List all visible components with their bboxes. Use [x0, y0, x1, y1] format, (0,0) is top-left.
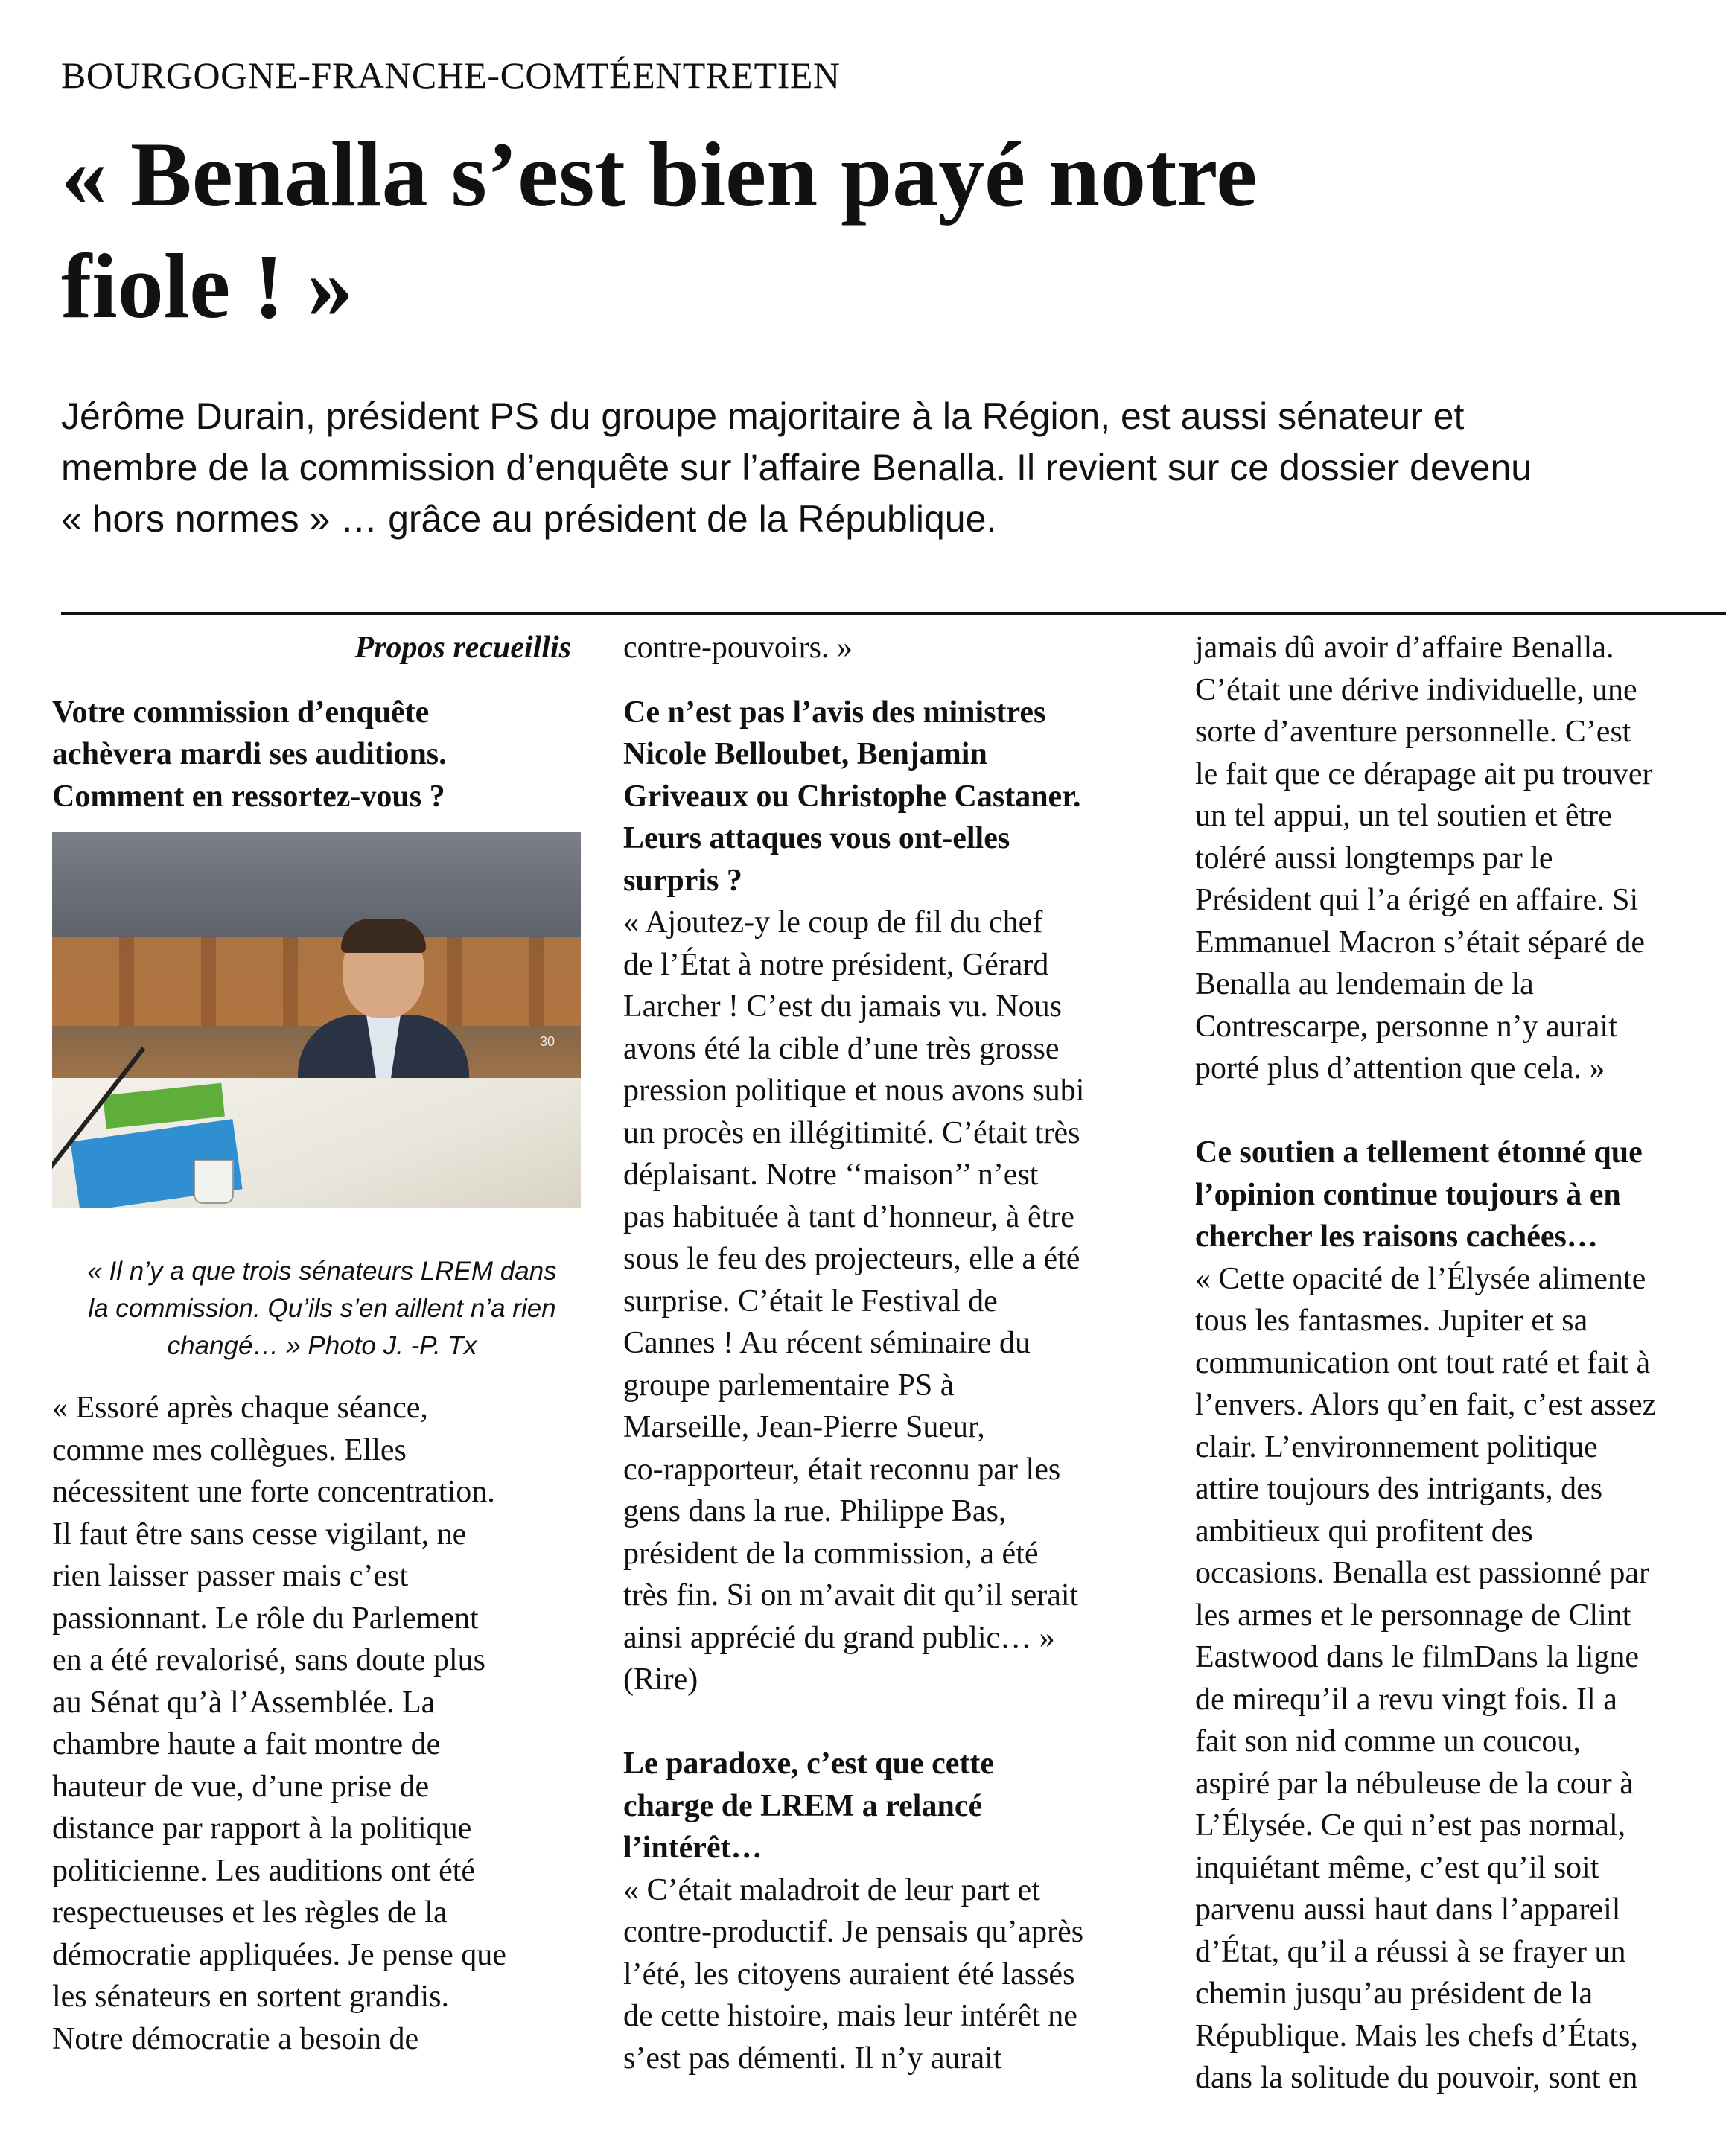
text-line: co-rapporteur, était reconnu par les [623, 1452, 1061, 1487]
text-line: jamais dû avoir d’affaire Benalla. [1195, 631, 1614, 665]
text-line: sorte d’aventure personnelle. C’est [1195, 715, 1631, 749]
article-photo [52, 832, 581, 1208]
text-line: chercher les raisons cachées… [1195, 1219, 1598, 1254]
answer-block [623, 902, 1152, 1701]
text-line: Marseille, Jean-Pierre Sueur, [623, 1410, 985, 1444]
section-kicker: BOURGOGNE-FRANCHE-COMTÉENTRETIEN [61, 54, 841, 96]
answer-block [1195, 1258, 1716, 2099]
text-line: un tel appui, un tel soutien et être [1195, 799, 1612, 833]
text-line: gens dans la rue. Philippe Bas, [623, 1494, 1007, 1528]
text-line: pression politique et nous avons subi [623, 1074, 1085, 1108]
photo-seat-number: 30 [540, 1034, 555, 1049]
byline: Propos recueillis [354, 631, 571, 665]
text-line: les armes et le personnage de Clint [1195, 1598, 1631, 1633]
text-line: Ce soutien a tellement étonné que [1195, 1135, 1643, 1170]
text-line: Notre démocratie a besoin de [52, 2021, 419, 2056]
text-line: Président qui l’a érigé en affaire. Si [1195, 883, 1639, 917]
question-block [623, 692, 1152, 902]
text-line: de cette histoire, mais leur intérêt ne [623, 1999, 1077, 2033]
text-line: politicienne. Les auditions ont été [52, 1853, 476, 1888]
text-line: Eastwood dans le filmDans la ligne [1195, 1640, 1640, 1674]
text-line: « Essoré après chaque séance, [52, 1391, 428, 1425]
text-line: de l’État à notre président, Gérard [623, 947, 1049, 982]
text-line: ambitieux qui profitent des [1195, 1514, 1533, 1549]
text-line: contre-pouvoirs. » [623, 631, 853, 665]
text-line: occasions. Benalla est passionné par [1195, 1556, 1649, 1590]
text-line: distance par rapport à la politique [52, 1811, 472, 1846]
text-line: un procès en illégitimité. C’était très [623, 1115, 1080, 1150]
text-line: Emmanuel Macron s’était séparé de [1195, 925, 1646, 960]
text-line: les sénateurs en sortent grandis. [52, 1980, 450, 2014]
text-line: toléré aussi longtemps par le [1195, 841, 1553, 876]
text-line: République. Mais les chefs d’États, [1195, 2018, 1638, 2053]
answer-block [52, 1387, 592, 2060]
text-line: « C’était maladroit de leur part et [623, 1872, 1040, 1907]
text-line: « Cette opacité de l’Élysée alimente [1195, 1261, 1646, 1296]
text-line: Ce n’est pas l’avis des ministres [623, 695, 1046, 730]
standfirst-line: membre de la commission d’enquête sur l’affaire Benalla. Il revient sur ce dossier devenu [61, 447, 1532, 488]
headline [61, 119, 1625, 342]
text-line: la commission. Qu’ils s’en aillent n’a rien [88, 1294, 556, 1323]
text-line: Cannes ! Au récent séminaire du [623, 1326, 1031, 1360]
text-line: l’été, les citoyens auraient été lassés [623, 1956, 1075, 1991]
text-line: fait son nid comme un coucou, [1195, 1724, 1581, 1758]
text-line: respectueuses et les règles de la [52, 1895, 448, 1930]
text-line: l’opinion continue toujours à en [1195, 1177, 1621, 1212]
question-block [52, 692, 592, 818]
text-line: attire toujours des intrigants, des [1195, 1472, 1603, 1506]
text-line: nécessitent une forte concentration. [52, 1475, 495, 1509]
answer-block [623, 1869, 1152, 2080]
text-line: communication ont tout raté et fait à [1195, 1345, 1651, 1380]
text-line: en a été revalorisé, sans doute plus [52, 1643, 485, 1677]
text-line: au Sénat qu’à l’Assemblée. La [52, 1685, 436, 1720]
text-line: changé… » Photo J. -P. Tx [167, 1331, 477, 1360]
text-line: dans la solitude du pouvoir, sont en [1195, 2061, 1638, 2095]
text-line: Nicole Belloubet, Benjamin [623, 737, 987, 771]
question-block [623, 1743, 1152, 1869]
text-line: Contrescarpe, personne n’y aurait [1195, 1009, 1617, 1044]
text-line: Leurs attaques vous ont-elles [623, 821, 1010, 855]
text-line: Benalla au lendemain de la [1195, 967, 1534, 1001]
question-block [1195, 1132, 1716, 1258]
text-line: Votre commission d’enquête [52, 695, 430, 730]
text-line: aspiré par la nébuleuse de la cour à [1195, 1766, 1634, 1801]
divider-rule [61, 612, 1726, 615]
text-line: hauteur de vue, d’une prise de [52, 1769, 430, 1804]
text-line: rien laisser passer mais c’est [52, 1559, 409, 1593]
text-line: pas habituée à tant d’honneur, à être [623, 1199, 1074, 1234]
text-line: (Rire) [623, 1662, 698, 1697]
text-line: l’intérêt… [623, 1831, 762, 1865]
text-line: L’Élysée. Ce qui n’est pas normal, [1195, 1808, 1626, 1843]
article-column-1 [52, 627, 592, 2060]
standfirst [61, 391, 1699, 545]
text-line: avons été la cible d’une très grosse [623, 1031, 1060, 1066]
headline-line: fiole ! » [61, 235, 354, 337]
text-line: de mirequ’il a revu vingt fois. Il a [1195, 1682, 1617, 1717]
text-line: porté plus d’attention que cela. » [1195, 1051, 1605, 1085]
text-line: clair. L’environnement politique [1195, 1429, 1598, 1464]
text-line: surpris ? [623, 863, 742, 898]
text-line: C’était une dérive individuelle, une [1195, 672, 1637, 707]
text-line: charge de LREM a relancé [623, 1788, 983, 1823]
text-line: président de la commission, a été [623, 1536, 1039, 1571]
answer-block [1195, 627, 1716, 1090]
text-line: déplaisant. Notre ‘‘maison’’ n’est [623, 1158, 1039, 1192]
text-line: comme mes collègues. Elles [52, 1432, 407, 1467]
text-line: Larcher ! C’est du jamais vu. Nous [623, 989, 1063, 1024]
text-line: achèvera mardi ses auditions. [52, 737, 447, 771]
text-line: Il faut être sans cesse vigilant, ne [52, 1516, 467, 1551]
text-line: « Ajoutez-y le coup de fil du chef [623, 905, 1043, 940]
text-line: chemin jusqu’au président de la [1195, 1977, 1593, 2011]
photo-cup [194, 1160, 234, 1204]
text-line: le fait que ce dérapage ait pu trouver [1195, 756, 1653, 791]
text-line: Griveaux ou Christophe Castaner. [623, 779, 1081, 814]
text-line: tous les fantasmes. Jupiter et sa [1195, 1304, 1588, 1338]
text-line: chambre haute a fait montre de [52, 1727, 441, 1761]
text-line: Comment en ressortez-vous ? [52, 779, 445, 814]
answer-block [623, 627, 1152, 669]
text-line: contre-productif. Je pensais qu’après [623, 1915, 1084, 1949]
headline-line: « Benalla s’est bien payé notre [61, 124, 1258, 226]
text-line: d’État, qu’il a réussi à se frayer un [1195, 1934, 1626, 1969]
text-line: Le paradoxe, c’est que cette [623, 1747, 995, 1781]
standfirst-line: Jérôme Durain, président PS du groupe majoritaire à la Région, est aussi sénateur et [61, 395, 1465, 437]
text-line: « Il n’y a que trois sénateurs LREM dans [87, 1257, 557, 1286]
text-line: ainsi apprécié du grand public… » [623, 1620, 1055, 1655]
text-line: surprise. C’était le Festival de [623, 1283, 998, 1318]
text-line: très fin. Si on m’avait dit qu’il serait [623, 1578, 1079, 1613]
text-line: l’envers. Alors qu’en fait, c’est assez [1195, 1388, 1657, 1422]
article-column-2 [623, 627, 1152, 2079]
text-line: sous le feu des projecteurs, elle a été [623, 1242, 1080, 1276]
text-line: inquiétant même, c’est qu’il soit [1195, 1850, 1599, 1885]
text-line: démocratie appliquées. Je pense que [52, 1937, 506, 1972]
text-line: s’est pas démenti. Il n’y aurait [623, 2041, 1002, 2076]
standfirst-line: « hors normes » … grâce au président de la République. [61, 498, 997, 540]
text-line: groupe parlementaire PS à [623, 1368, 955, 1403]
article-column-3 [1195, 627, 1716, 2099]
text-line: parvenu aussi haut dans l’appareil [1195, 1892, 1621, 1927]
text-line: passionnant. Le rôle du Parlement [52, 1601, 479, 1636]
photo-caption [52, 1253, 592, 1365]
